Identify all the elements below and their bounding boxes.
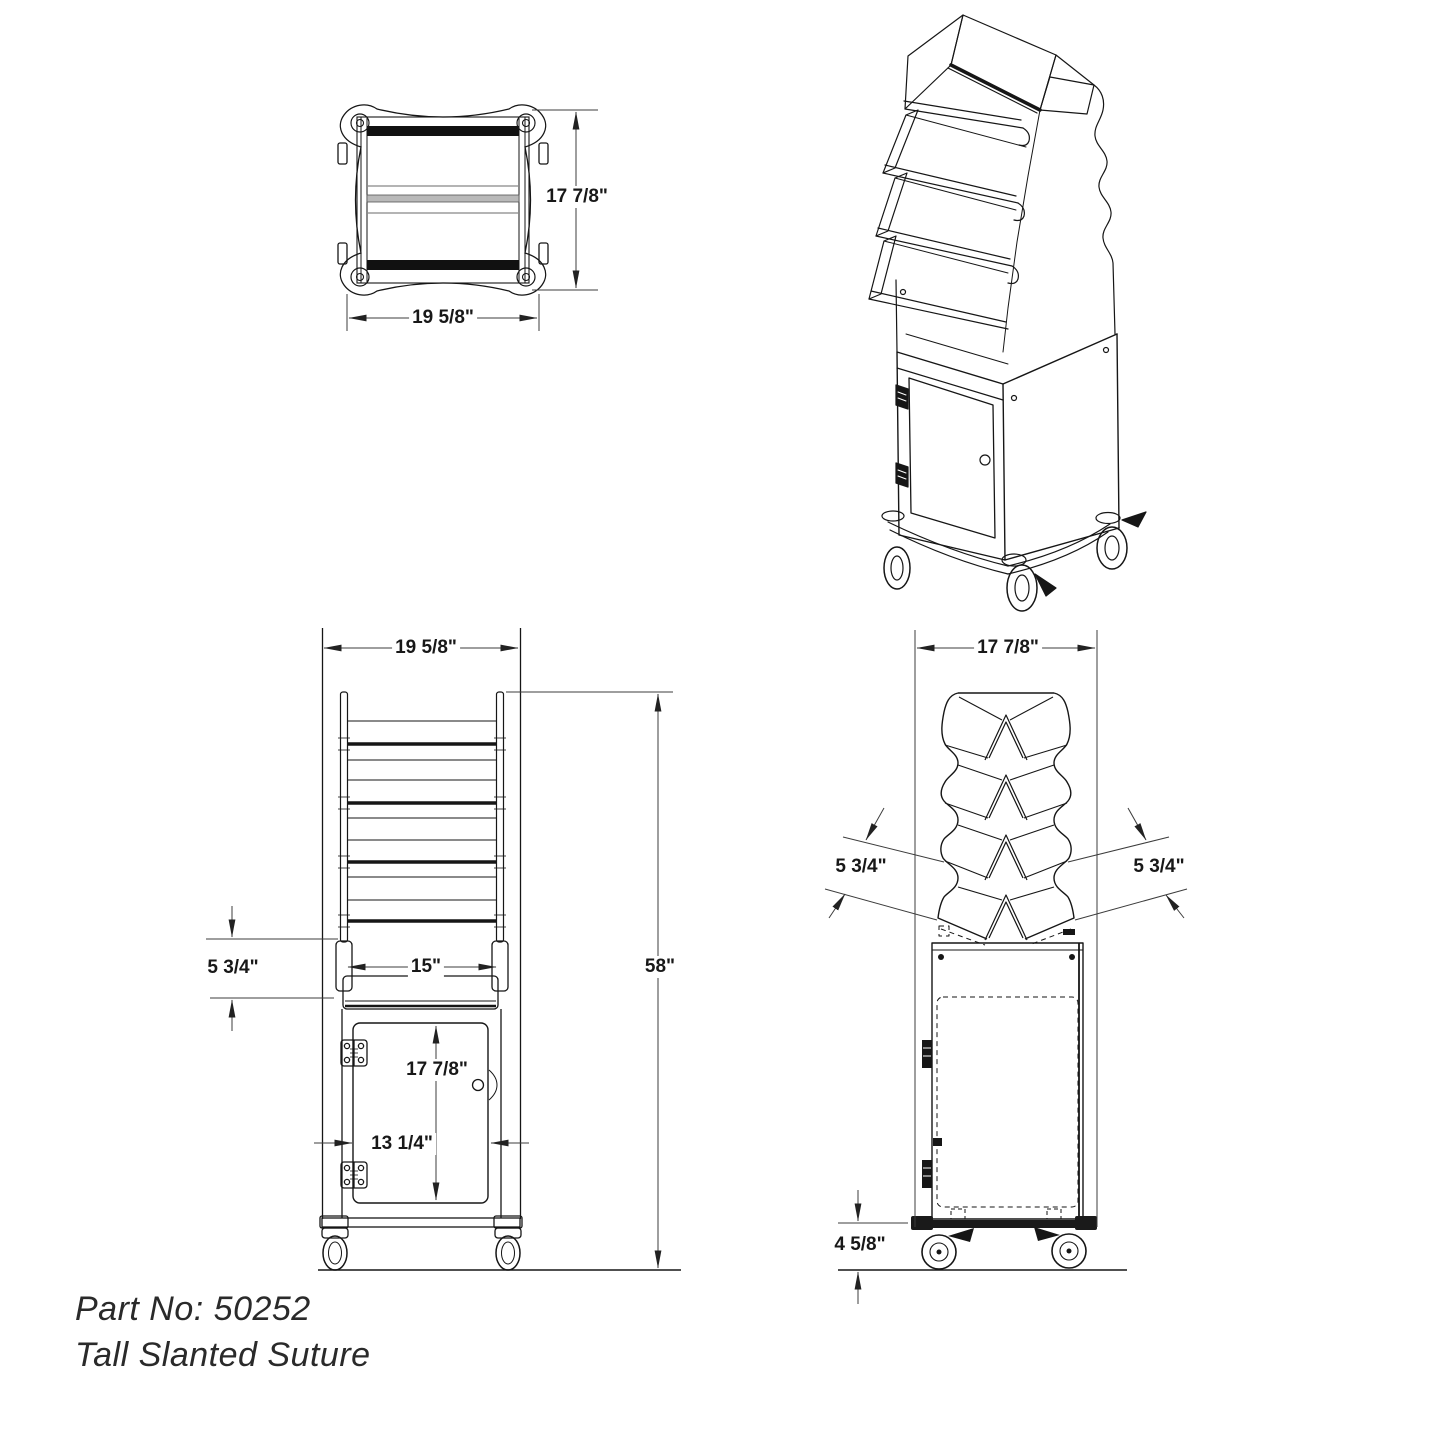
side-view [838,693,1127,1270]
part-number: Part No: 50252 [75,1290,311,1328]
side-depth-label: 17 7/8" [974,637,1042,659]
side-shelf-pitch-right-label: 5 3/4" [1130,856,1187,878]
front-bin-height-label: 5 3/4" [204,957,261,979]
front-height-label: 58" [642,956,678,978]
front-bin-width-label: 15" [408,956,444,978]
front-width-label: 19 5/8" [392,637,460,659]
side-shelf-pitch-left-label: 5 3/4" [832,856,889,878]
top-view-width-label: 19 5/8" [409,307,477,329]
front-door-height-label: 17 7/8" [403,1059,471,1081]
isometric-view [869,15,1146,611]
part-name: Tall Slanted Suture [75,1336,371,1374]
top-view-dimensions [347,110,598,331]
top-view-depth-label: 17 7/8" [543,186,611,208]
front-door-width-label: 13 1/4" [368,1133,436,1155]
side-base-height-label: 4 5/8" [831,1234,888,1256]
side-view-dimensions [825,630,1187,1304]
top-view [338,105,548,295]
front-view [318,628,681,1270]
